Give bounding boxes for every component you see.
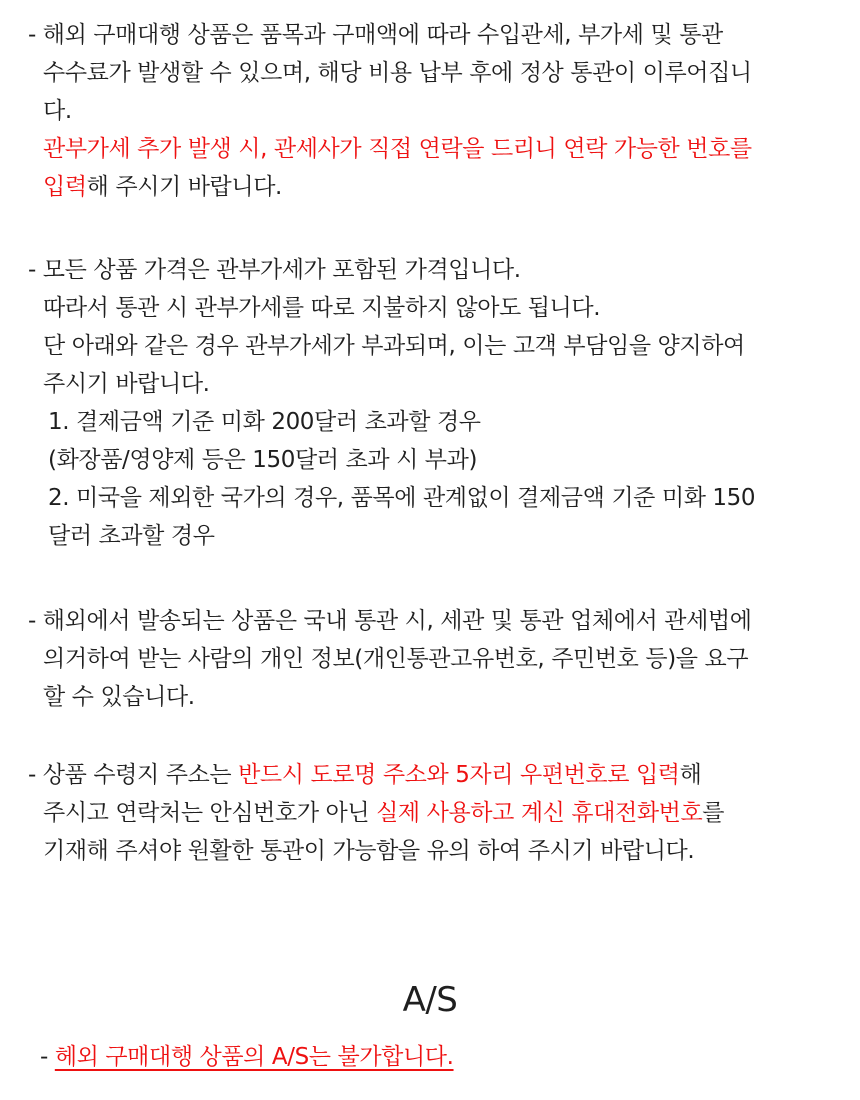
- customs-fee-notice: [28, 16, 828, 206]
- notice-line: 수수료가 발생할 수 있으며, 해당 비용 납부 후에 정상 통관이 이루어집니: [43, 60, 752, 86]
- as-heading: A/S: [402, 980, 458, 1020]
- as-notice: [40, 1037, 454, 1077]
- notice-line: 다.: [43, 98, 72, 124]
- notice-line: 기재해 주셔야 원활한 통관이 가능함을 유의 하여 주시기 바랍니다.: [43, 838, 695, 864]
- as-unavailable-note: 헤외 구매대행 상품의 A/S는 불가합니다.: [54, 1044, 454, 1070]
- list-item: 1. 결제금액 기준 미화 200달러 초과할 경우: [48, 409, 481, 435]
- highlight-text: 입력: [43, 174, 87, 200]
- notice-line: 단 아래와 같은 경우 관부가세가 부과되며, 이는 고객 부담임을 양지하여: [43, 333, 745, 359]
- personal-info-notice: [28, 602, 828, 716]
- notice-line: 따라서 통관 시 관부가세를 따로 지불하지 않아도 됩니다.: [43, 295, 601, 321]
- highlight-text: 실제 사용하고 계신 휴대전화번호: [376, 800, 703, 826]
- notice-line: - 모든 상품 가격은 관부가세가 포함된 가격입니다.: [28, 257, 521, 283]
- notice-text: 를: [702, 800, 725, 826]
- notice-text: - 상품 수령지 주소는: [28, 762, 239, 788]
- notice-line: [28, 168, 828, 206]
- notice-line: - 해외 구매대행 상품은 품목과 구매액에 따라 수입관세, 부가세 및 통관: [28, 22, 723, 48]
- notice-line: 주시기 바랍니다.: [43, 371, 210, 397]
- highlight-text: 반드시 도로명 주소와 5자리 우편번호로 입력: [238, 762, 680, 788]
- notice-text: 해 주시기 바랍니다.: [86, 174, 282, 200]
- as-dash: -: [40, 1044, 55, 1070]
- notice-line: 의거하여 받는 사람의 개인 정보(개인통관고유번호, 주민번호 등)을 요구: [43, 646, 749, 672]
- price-tax-notice: [28, 251, 828, 555]
- notice-line: - 해외에서 발송되는 상품은 국내 통관 시, 세관 및 통관 업체에서 관세법에: [28, 608, 752, 634]
- list-item: 2. 미국을 제외한 국가의 경우, 품목에 관계없이 결제금액 기준 미화 150: [48, 485, 756, 511]
- list-item-continuation: 달러 초과할 경우: [48, 523, 215, 549]
- list-item-note: (화장품/영양제 등은 150달러 초과 시 부과): [48, 447, 478, 473]
- address-notice: [28, 756, 828, 870]
- notice-line: [28, 756, 828, 794]
- notice-line: 할 수 있습니다.: [43, 684, 195, 710]
- notice-line: [28, 794, 828, 832]
- highlight-line: 관부가세 추가 발생 시, 관세사가 직접 연락을 드리니 연락 가능한 번호를: [43, 136, 752, 162]
- notice-text: 해: [679, 762, 702, 788]
- notice-text: 주시고 연락처는 안심번호가 아닌: [43, 800, 377, 826]
